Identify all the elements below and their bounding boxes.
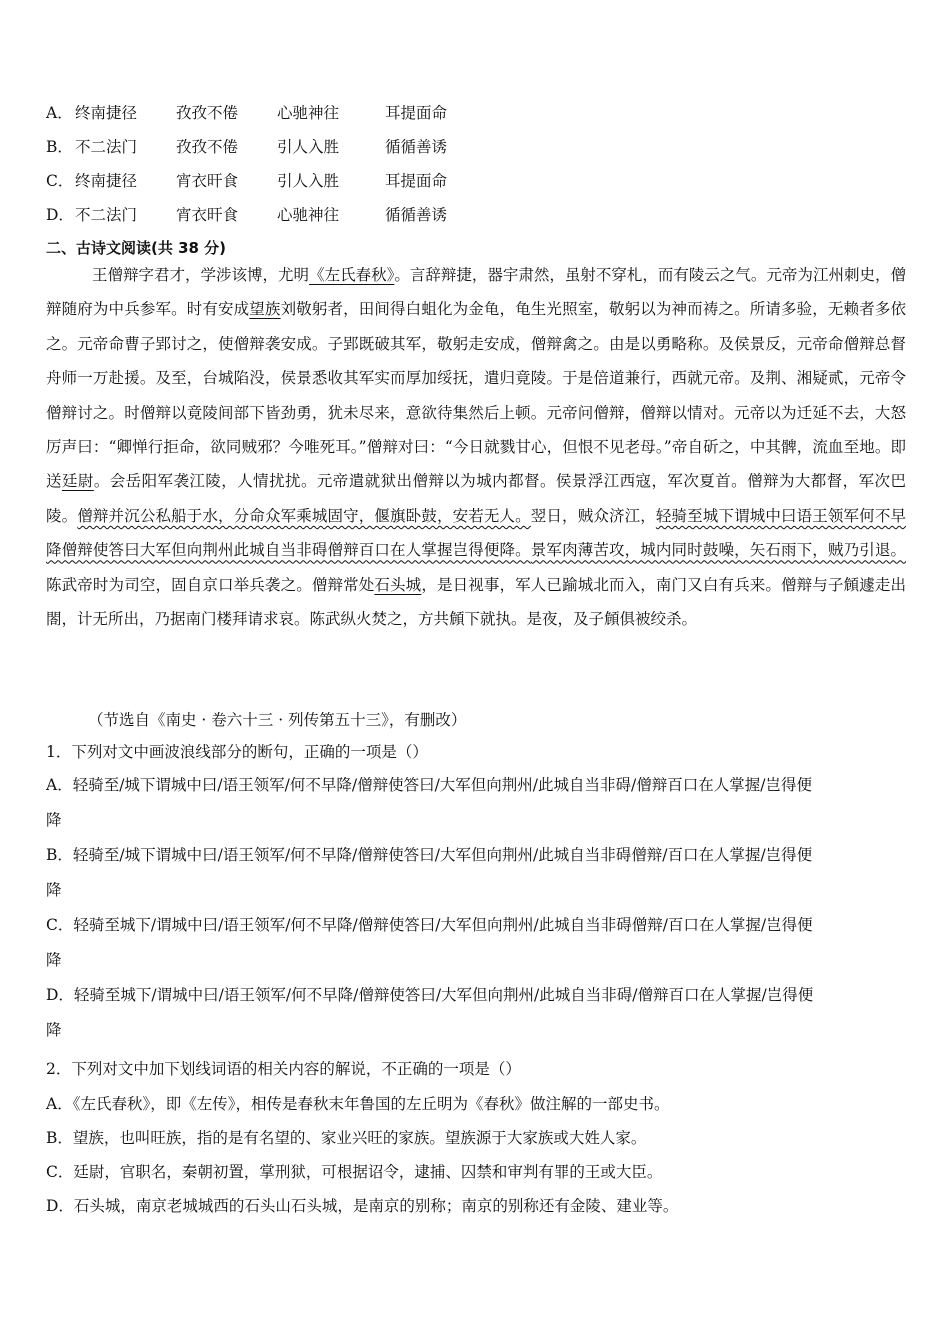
- option-line: 降: [46, 951, 62, 969]
- wavy-underline-text: 僧辩并沉公私船于水，分命众军乘城固守，偃旗卧鼓，安若无人。: [77, 506, 531, 525]
- option-line: B．轻骑至/城下谓城中曰/语王领军/何不早降/僧辩使答曰/大军但向荆州/此城自当非碍僧辩/百口在人掌握/岂得便: [46, 846, 813, 864]
- option-word: 心驰神往: [277, 206, 340, 224]
- question-1-option-d: [46, 978, 906, 1048]
- option-word: 耳提面命: [385, 104, 448, 122]
- option-line: C．轻骑至城下/谓城中曰/语王领军/何不早降/僧辩使答曰/大军但向荆州/此城自当非碍僧辩/百口在人掌握/岂得便: [46, 916, 813, 934]
- question-2-stem: 2．下列对文中加下划线词语的相关内容的解说，不正确的一项是（）: [46, 1060, 521, 1078]
- passage: [46, 258, 906, 636]
- underlined-term-zuoshi: 《左氏春秋》: [309, 266, 395, 284]
- passage-text: 王僧辩字君才，学涉该博，尤明: [92, 266, 310, 284]
- option-word: 循循善诱: [385, 206, 448, 224]
- option-word: 心驰神往: [277, 104, 340, 122]
- passage-text: 。会岳阳军袭江陵，人情扰扰。元帝遣就狱出僧辩以为城内都督。侯景浮江西寇，军次夏首。僧辩为大都督，军次巴陵。: [46, 472, 906, 525]
- wavy-underline-text: 轻骑至城下谓城中曰语王领军何不早降僧辩使答曰大军但向荆州此城自当非碍僧辩百口在人掌握岂得便降。: [46, 506, 906, 560]
- option-word: 孜孜不倦: [176, 138, 239, 156]
- option-line: D．轻骑至城下/谓城中曰/语王领军/何不早降/僧辩使答曰/大军但向荆州/此城自当非碍/僧辩百口在人掌握/岂得便: [46, 986, 814, 1004]
- option-word: 宵衣旰食: [176, 172, 239, 190]
- option-word: 不二法门: [75, 138, 138, 156]
- option-line: 降: [46, 1021, 62, 1039]
- question-2-option-b: B．望族，也叫旺族，指的是有名望的、家业兴旺的家族。望族源于大家族或大姓人家。: [46, 1129, 647, 1147]
- section-heading: 二、古诗文阅读(共 38 分): [46, 239, 227, 257]
- question-2-option-d: D．石头城，南京老城城西的石头山石头城，是南京的别称；南京的别称还有金陵、建业等。: [46, 1197, 679, 1215]
- wavy-underline-text: 景军肉薄苦攻，城内同时鼓噪，矢石雨下，贼乃引退。: [530, 541, 906, 560]
- question-1-option-a: [46, 768, 906, 838]
- option-label: A．: [46, 104, 73, 122]
- option-line: A．轻骑至/城下谓城中曰/语王领军/何不早降/僧辩使答曰/大军但向荆州/此城自当非碍/僧辩百口在人掌握/岂得便: [46, 776, 812, 794]
- question-1-stem: 1．下列对文中画波浪线部分的断句，正确的一项是（）: [46, 743, 428, 761]
- passage-text: 翌日，贼众济江，: [530, 506, 656, 525]
- option-line: 降: [46, 881, 62, 899]
- option-label: C．: [46, 172, 74, 190]
- option-line: 降: [46, 811, 62, 829]
- option-word: 终南捷径: [75, 172, 138, 190]
- underlined-term-wangzu: 望族: [249, 300, 281, 319]
- source-note: （节选自《南史 · 卷六十三 · 列传第五十三》，有删改）: [88, 711, 467, 729]
- option-word: 宵衣旰食: [176, 206, 239, 224]
- question-1-option-b: [46, 838, 906, 908]
- option-word: 引人入胜: [277, 172, 340, 190]
- option-label: B．: [46, 138, 73, 156]
- underlined-term-tingwei: 廷尉: [61, 472, 94, 491]
- question-2-option-c: C．廷尉，官职名，秦朝初置，掌刑狱，可根据诏令，逮捕、囚禁和审判有罪的王或大臣。: [46, 1163, 663, 1181]
- question-1-option-c: [46, 908, 906, 978]
- option-word: 耳提面命: [385, 172, 448, 190]
- passage-text: 。言辞辩捷，器宇肃然，虽射不穿札，而有陵云之气。元帝为江州刺史，僧辩随府为中兵参军。时有安成: [46, 266, 906, 319]
- question-2-option-a: A．《左氏春秋》，即《左传》，相传是春秋末年鲁国的左丘明为《春秋》做注解的一部史书。: [46, 1095, 670, 1113]
- option-word: 引人入胜: [277, 138, 340, 156]
- passage-text: ，是日视事，军人已踰城北而入，南门又白有兵来。僧辩与子頠遽走出閤，计无所出，乃据南门楼拜请求哀。陈武纵火焚之，方共頠下就执。是夜，及子頠俱被绞杀。: [46, 575, 906, 629]
- option-word: 不二法门: [75, 206, 138, 224]
- option-label: D．: [46, 206, 74, 224]
- option-word: 终南捷径: [75, 104, 138, 122]
- option-word: 循循善诱: [385, 138, 448, 156]
- option-word: 孜孜不倦: [176, 104, 239, 122]
- passage-text: 陈武帝时为司空，固自京口举兵袭之。僧辩常处: [46, 575, 375, 594]
- underlined-term-shitou: 石头城: [374, 575, 422, 594]
- passage-text: 刘敬躬者，田间得白蛆化为金龟，龟生光照室，敬躬以为神而祷之。所请多验，无赖者多依之。元帝命曹子郢讨之，使僧辩袭安成。子郢既破其军，敬躬走安成，僧辩禽之。由是以勇略称。及侯景反，元帝命僧辩总督舟师一万赴援。及至，台城陷没，侯景悉收其军实而厚加绥抚，遣归竟陵。于是倍道兼行，西就元帝。及荆、湘疑贰，元帝令僧辩讨之。时僧辩以竟陵间部下皆劲勇，犹未尽来，意欲待集然后上顿。元帝问僧辩，僧辩以情对。元帝以为迁延不去，大怒厉声曰：“卿惮行拒命，欲同贼邪？今唯死耳。”僧辩对曰：“今日就戮甘心，但恨不见老母。”帝自斫之，中其髀，流血至地。即送: [46, 300, 906, 491]
